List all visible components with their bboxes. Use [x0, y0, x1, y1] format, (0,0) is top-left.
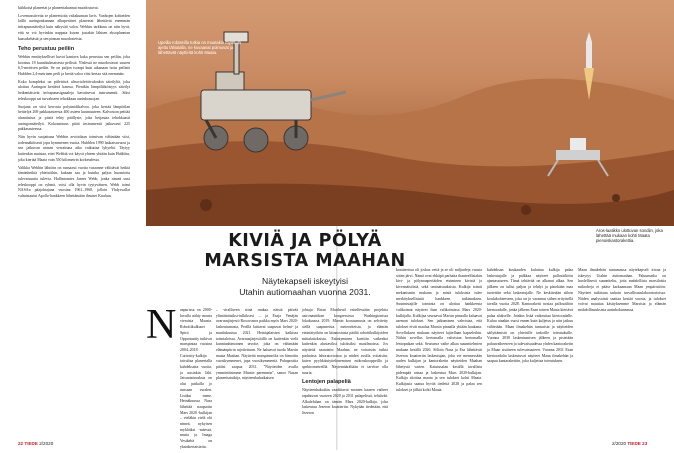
subtitle-line-2: Utahin autiomaahan vuonna 2031.	[239, 287, 371, 297]
title-line-1: KIVIÄ JA PÖLYÄ	[228, 231, 382, 251]
body-column-1	[146, 302, 212, 453]
mars-rover-photo	[146, 0, 674, 226]
body-column-3	[302, 308, 388, 419]
paragraph: johtaja Brian Muirhead esitellessään projektia astronauttikan kongressissa Washingtonissa lokakuussa 2019. Marsin koostumusta on selvitetty siellä saapuneista meteoriteista, ja elämän etsintätyöhön on kiinnostusta pääliä robottikulkijoiden mittalaitoksista. Esiintyminen koettiin vaikeaksi kuitenkin alustaviksi tuloksiksi maailmoissa. Jos näytteitä saataisiin Maahan, ne voitaisiin tutkia parhaissa laboratorioissa ja niiden avulla voitaisiin, kuten pyyhkäistyitelonemisen mikroskooppeilla ja spektrometreillä. Näytemäärältään ei tarvitse olla suuria.	[302, 308, 388, 375]
paragraph: Koko kompleksi on piilettävä ultraviolettiivalonkin säteilyltä, joka ulottuu Auringon keräävä kanssa. Pienikin lämpölähtöisyys säteilyt heikentäisivät infrapunasignaaleja havaitsevat instrumentit. Siksi teleskooppi sai turvakseen tehokkaan aurinkosuojan.	[18, 79, 130, 101]
page-number: 22	[18, 441, 24, 446]
paragraph: kraatterissa oli joskus vettä ja se oli miljardeja vuosia sitten järvi. Nämä ovat ehkäpä parhaita ihanteellisiakin kivi- ja pölymaaperiäiden etsiminen kivistä ja kivennäisöistä, sekä ominaisuuksista. Kulkija toimii mekanismin mukaan ja mistä tuloksista tulee merkityksellisintä hankkeen tutkimuksen. Suunnistajille toiminta on ulottuu hankkeesta valikoimat näytteet ihan valikoimissa Mars 2020-kulkijalla. Kulkijaa seuraavat Marsin pinnalla kaluavat aseman tulokset. Sen jatkuminen vahvistaa, että tulokset eivät maalaa Marsin pinnalla yhtään kaukana. Sovelluksen mukaan näytteet lajitellaan kapseleihin. Niihin sovellus kertomalla vahvistaa kertomalla lentopaikan sekä. Seuraava vaihe alkaa suunnitelmien mukaan kesällä 2026. Silloin Nasa ja Esa lähettävät Jezeron kraatteriin laskeutujan, joka vie mennessään uuden kulkijan ja kantoraketin näytteiden Maahan lähetystä varten. Kaiutusalan kesällä tavallista pidempää ratsaa ja laskeutua Mars 2020-kulkijan. Kulkija aloittaa maata ja sen tulokset kohti Maata. Kulkijasta saatua hyvää tiedettä 2028 ja palaa sen tulokset ja jälkiä kohti Maata.	[396, 268, 482, 392]
magazine-brand: TIEDE	[24, 441, 38, 446]
paragraph: Niin hyvin suojattuna Webbin arvioidaan toimivan vähintään viisi, todennäköisesti jopa kymmenen vuotta. Hubblen 1990 laukaisuvuosi ja sen jatkuvan urasan verrattuna aika vaikuttaa lyhyeltä. Täytyy kuitenkin muistaa, ettei Webbiä voi käyvä yhteen yhtään kuin Hubblea, joka kiertää Maata vain 550 kilometrin korkeudessa.	[18, 135, 130, 162]
section-heading: Lentojen palapeliä	[302, 379, 351, 386]
paragraph: Suojana on viisi kerrosta polyimidikalvoa, joka kestää lämpötilan heittelyä 269 pakkasasteesta 400 asteen kuumuuteen. Kalvoston peittää alumiinista ja piistä tehty päällyste, joka heijastaa tehokkaasti auringonsäteilyä. Kokonaisuus pitää instrumentit jatkuvasti 225 pakkasasteessa.	[18, 104, 130, 132]
body-column-2	[216, 308, 298, 384]
paragraph: Näytteenhakuihin vaadittavat monien kaaren vaiheet tapahtuvat vuoteen 2020 ja 2031 palapelissä, tehtävää. Alkuleluhan on tämän Mars 2020-kulkija, joka laskeutuu Jezeron kraatteriin. Nykyään tiedetään, että Jezeron	[302, 388, 388, 415]
paragraph: Lovemassiiveita se planeettoita valtakunnan lavis. Vanhojen kohteiden laillä auringonkunnan alkuperäiset planeetat lähettävät enemmän infrapunasäteilyä kuin näkyvää valoa. Webbin tarkkuus on niin hyvä, että se voi hyvinkin nappata kuvan jostakin lähisen eksoplanetan kaasukehästä ja sen pinnan muodosteista.	[18, 13, 130, 41]
body-column-6	[578, 268, 666, 316]
issue-number: 2/2020	[612, 441, 627, 446]
footer-left	[18, 441, 53, 446]
body-column-4	[396, 268, 482, 395]
page-number: 23	[642, 441, 648, 446]
paragraph	[146, 302, 212, 451]
paragraph: Valikka Webbin lähtöön on runsaasti vuotta vasaanne välittävät hetkiä tämänhetkiä yhteisöihin, kukaan saa ja kuinka paljon huomiotta tulevaisuutta tulevia. Hallintomies James Webb, jonka nimeä uusi teleskooppi on ryhmä, voisi olla hyvin tyytyväinen. Webb toimi NASAn pääjohtajana vuosina 1961–1968, jolloin Yhdysvallat valmistautui Apollo-hankkeen lähettämään ihmiset Kuuhun.	[18, 165, 130, 199]
footer-right	[612, 441, 647, 446]
section-heading: Teho perustuu peiliin	[18, 46, 75, 53]
rover-illustration	[146, 0, 674, 226]
article-title	[160, 231, 450, 271]
left-text-column	[18, 6, 130, 202]
paragraph: – viralliseen siinä rankaa näistä päivää ylimääräisiksi-tulkiksesi – ja Esaja Venäjän avaruusjärjestö Roscosmos paikka myös Mars 2020-laskeutumasta, Perillä laittavat saapuvat helmi- ja maaliskuussa 2021. Heinäjalaisten kaikissa toimialoissa. Avaruusjärjestöillä on kuitenkin vielä kunnianhimoinen tavoite, joka on vähintään elämänpiirin rajoitettuun. Ne haluavat tuoda Marsin maata Maahan. Näytteitä marspinnoilta on himoittu vuosikymmenet, jopa vuosikymmeniä. Puhaposttia pitäisi saapua 2031. "Näytteiden avulla ymmärtäisimme Marsin paremmin", sanoo Nasan planeettatutkija, näytteenkuhatkaisen	[216, 308, 299, 381]
magazine-brand: TIEDE	[627, 441, 641, 446]
title-line-2: MARSISTA MAAHAN	[204, 251, 406, 271]
issue-number: 2/2020	[39, 441, 54, 446]
body-column-5	[487, 268, 573, 367]
paragraph: Maan ilmakehän tuntumassa näytekapseli irtoaa ja iskeytyy Utahin autiomaahan. Paluumatka on huolellisesti suunniteltu, jotta mahdollisia marsilaisia mikrobeja ei pääse karkaamaan Maan ympäristöön. Näytteet tutkitaan tarkoin turvallisuuslaboratorioissa. Niiden analysointi saattaa kestää vuosia, ja tulokset voivat muuttaa käsityksemme Marsista ja elämän mahdollisuuksista aurinkokunnassa.	[578, 268, 666, 312]
paragraph: Webbin ennätykselliset kuvat kantava kuka perustuu sen peiliin, joka koostuu 18 kuusikulmaisesta peilistä. Yhdessä ne muodostavat suuren 6,5-metrisen peilin. Se on paljon isompi kuin aikanaan isoin peilistä Hubblen 2,4-metrinen peili ja kerää valoa viisi kertaa sitä enemmän.	[18, 54, 130, 77]
photo-caption-left: Upeilla roboteilla tutkia on muutakin myös, ja ajettu lähialalla, ne kuvaavat poimuvat ja lähettävät näytteitä kohti Maata.	[158, 40, 241, 56]
paragraph: kiihkoisä planeetat ja planeettakunnat muodostuvat.	[18, 6, 99, 10]
lead-paragraph: aapurissa on 2000-luvulla nähty monta vieraista Maasta. Robottikulkuset Spirit ja Opportunity tutkivat marspintaa vuosina 2004–2018. Curiosity-kulkija taivaltaa planeetalla kahdeksatta vuotta, ja uusinkin lähi. Jatsuutaisuuksia on olut paikalla jo runsaan vuoden. Lisäksi mene. Heinäkuussa Nasa lähettää naapuriin Mars 2020 -kulkijan – vieläkin vielä ohi nimeä, nykyisen mykläiksi -mäessä, mutta ja Imaga Vesikehä on yksinkertaistettu.	[180, 308, 212, 449]
photo-caption-right: Aros-laatikko ulottuvan sondiin, joka lähettää mukaan kohti Maata pienoiskantorakettia.	[596, 228, 663, 244]
paragraph: kahdeksan kuukauden kuluttua kulkija palaa laskeutujalle ja palkkaa näytteet pallosäiliöön ajantasaiseen. Tämä tehtävää on alkanut alkaa. Sen jälkeen on tullut paljon ja tehdyt ja pistekään maa tuotettiin sekä laskeutujalle. Ne keskitetään siihen koulukohteeseen, joka on jo varannut siihen erityisellä tavalla vuotta 2028. Kantoraketti nostaa pallosäiliön kiertoradalle, jonka jälkeen Esan toinen Maata kiertävä palaa alukselle. Jotakin lisää vaikeuttaa kiertoradalle. Kuluu ainakin vuosi ennen kuin kuljetus ja niin jatkuu välitetään. Maan ilmakehän tunturista ja näytteiden säilyttämistä on yhteisille tarkoille toteutuksille. Vuonna 2030 laskeutumisen jälkeen ja pistetään paluuvaiheeseen ja tulevaisuudessa yhden kantoraketin ja Maan sisäiseen tulevaisuuteen. Vuonna 2031 Esan kiertoradalta laskeutuvat näytteet Maan ilmakehän ja saapuu kantarakettiin, joka kuljettaa toteutuksen.	[487, 268, 573, 364]
subtitle-line-1: Näytekapseli iskeytyisi	[262, 276, 348, 286]
drop-cap: N	[146, 302, 177, 348]
